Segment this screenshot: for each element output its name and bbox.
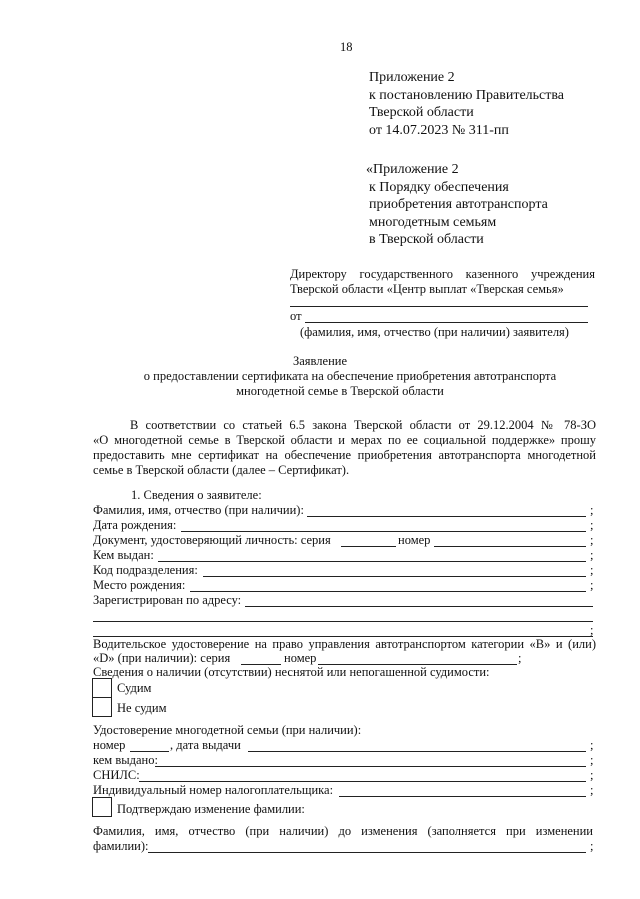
prev-fio-label-line-2: фамилии): xyxy=(93,839,149,853)
convicted-label: Судим xyxy=(117,681,152,695)
snils-label: СНИЛС: xyxy=(93,768,140,782)
fio-label: Фамилия, имя, отчество (при наличии): xyxy=(93,503,304,517)
birth-date-label: Дата рождения: xyxy=(93,518,177,532)
not-convicted-label: Не судим xyxy=(117,701,167,715)
birth-place-semicolon: ; xyxy=(590,578,594,592)
intro-line-2: «О многодетной семье в Тверской области и мерах по ее социальной поддержке» прошу xyxy=(93,433,596,447)
appendix-header-line-2: к постановлению Правительства xyxy=(369,88,565,103)
page-number: 18 xyxy=(340,40,353,54)
license-number-label: номер xyxy=(284,651,317,665)
cert-issued-by-semicolon: ; xyxy=(590,753,594,767)
id-doc-label: Документ, удостоверяющий личность: серия xyxy=(93,533,331,547)
issued-by-input-line[interactable] xyxy=(158,561,586,562)
issued-by-semicolon: ; xyxy=(590,548,594,562)
title-line-3: многодетной семье в Тверской области xyxy=(236,384,444,398)
large-family-cert-label: Удостоверение многодетной семьи (при наличии): xyxy=(93,723,362,737)
id-number-label: номер xyxy=(398,533,431,547)
dept-code-input-line[interactable] xyxy=(203,576,586,577)
cert-date-input-line[interactable] xyxy=(248,751,586,752)
registered-semicolon: ; xyxy=(590,623,594,637)
appendix-header-line-4: от 14.07.2023 № 311-пп xyxy=(369,123,509,138)
appendix-sub-line-2: к Порядку обеспечения xyxy=(369,180,509,195)
registered-input-line-2[interactable] xyxy=(93,621,593,622)
intro-line-3: предоставить мне сертификат на обеспечение приобретения автотранспорта многодетной xyxy=(93,448,596,462)
license-label-line-1: Водительское удостоверение на право управления автотранспортом категории «В» и (или) xyxy=(93,637,596,651)
name-change-label: Подтверждаю изменение фамилии: xyxy=(117,802,305,816)
snils-semicolon: ; xyxy=(590,768,594,782)
fio-input-line[interactable] xyxy=(307,516,586,517)
criminal-record-label: Сведения о наличии (отсутствии) неснятой или непогашенной судимости: xyxy=(93,665,490,679)
title-line-1: Заявление xyxy=(292,354,347,368)
cert-date-label: , дата выдачи xyxy=(170,738,241,752)
appendix-sub-line-1: «Приложение 2 xyxy=(366,162,459,177)
from-label: от xyxy=(290,309,302,323)
appendix-header-line-3: Тверской области xyxy=(369,105,474,120)
appendix-sub-line-5: в Тверской области xyxy=(369,232,484,247)
birth-date-input-line[interactable] xyxy=(181,531,586,532)
cert-number-input-line[interactable] xyxy=(130,751,169,752)
addressee-blank-line[interactable] xyxy=(290,306,588,307)
birth-place-label: Место рождения: xyxy=(93,578,186,592)
appendix-sub-line-4: многодетным семьям xyxy=(369,215,497,230)
id-number-input-line[interactable] xyxy=(434,546,586,547)
fio-semicolon: ; xyxy=(590,503,594,517)
prev-fio-label-line-1: Фамилия, имя, отчество (при наличии) до изменения (заполняется при изменении xyxy=(93,824,593,838)
section-1-heading: 1. Сведения о заявителе: xyxy=(131,488,262,502)
registered-input-line-1[interactable] xyxy=(245,606,593,607)
dept-code-label: Код подразделения: xyxy=(93,563,198,577)
inn-semicolon: ; xyxy=(590,783,594,797)
license-series-label: «D» (при наличии): серия xyxy=(93,651,231,665)
id-series-input-line[interactable] xyxy=(341,546,396,547)
cert-date-semicolon: ; xyxy=(590,738,594,752)
appendix-sub-line-3: приобретения автотранспорта xyxy=(369,197,548,212)
birth-date-semicolon: ; xyxy=(590,518,594,532)
cert-number-label: номер xyxy=(93,738,126,752)
id-doc-semicolon: ; xyxy=(590,533,594,547)
cert-issued-by-input-line[interactable] xyxy=(155,766,586,767)
title-line-2: о предоставлении сертификата на обеспечение приобретения автотранспорта xyxy=(143,369,557,383)
convicted-checkbox[interactable] xyxy=(92,678,112,698)
dept-code-semicolon: ; xyxy=(590,563,594,577)
prev-fio-semicolon: ; xyxy=(590,839,594,853)
from-caption: (фамилия, имя, отчество (при наличии) заявителя) xyxy=(300,325,569,339)
from-input-line[interactable] xyxy=(305,322,588,323)
license-semicolon: ; xyxy=(518,651,522,665)
prev-fio-input-line[interactable] xyxy=(148,852,586,853)
cert-issued-by-label: кем выдано: xyxy=(93,753,158,767)
snils-input-line[interactable] xyxy=(139,781,586,782)
inn-label: Индивидуальный номер налогоплательщика: xyxy=(93,783,334,797)
intro-line-1: В соответствии со статьей 6.5 закона Тверской области от 29.12.2004 № 78-ЗО xyxy=(130,418,596,432)
appendix-header-line-1: Приложение 2 xyxy=(369,70,455,85)
inn-input-line[interactable] xyxy=(339,796,586,797)
addressee-line-2: Тверской области «Центр выплат «Тверская семья» xyxy=(290,282,564,296)
addressee-line-1: Директору государственного казенного учреждения xyxy=(290,267,595,281)
registered-label: Зарегистрирован по адресу: xyxy=(93,593,242,607)
not-convicted-checkbox[interactable] xyxy=(92,697,112,717)
birth-place-input-line[interactable] xyxy=(190,591,586,592)
intro-line-4: семье в Тверской области (далее – Сертификат). xyxy=(93,463,350,477)
issued-by-label: Кем выдан: xyxy=(93,548,154,562)
name-change-checkbox[interactable] xyxy=(92,797,112,817)
